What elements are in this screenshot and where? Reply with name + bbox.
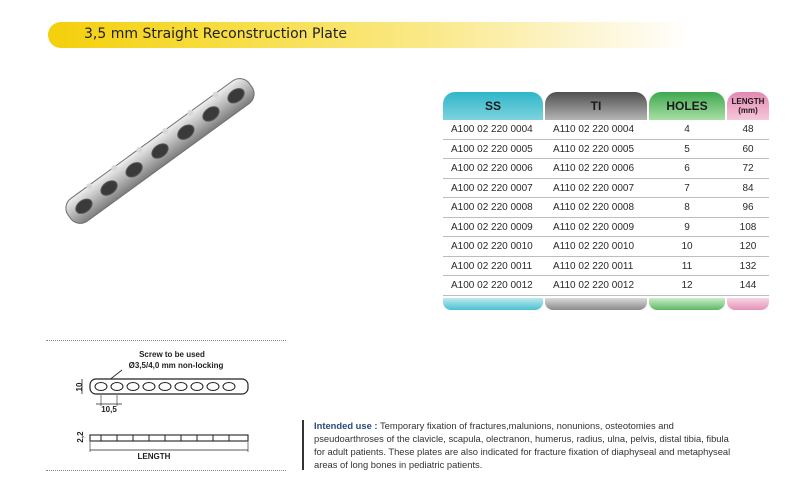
cell-holes: 6 [684,163,690,174]
intended-use [314,419,734,471]
cell-ti: A110 02 220 0011 [553,260,634,272]
cell-ti: A110 02 220 0006 [553,163,635,174]
footer-holes [649,298,725,310]
table-row [443,257,769,277]
dim-length: LENGTH [137,452,171,461]
dim-width: 10 [75,382,84,392]
cell-ss: A100 02 220 0010 [451,241,533,252]
cell-holes: 11 [681,260,693,272]
cell-length: 96 [742,202,754,213]
table-body [443,120,769,296]
cell-ti: A110 02 220 0010 [553,241,635,252]
header-length-unit: (mm) [738,106,758,115]
cell-ss: A100 02 220 0005 [451,143,533,155]
screw-label-line2: Ø3,5/4,0 mm non-locking [128,361,224,370]
cell-ss: A100 02 220 0004 [451,124,533,135]
drawing-bottom-border [46,470,286,471]
cell-length: 120 [739,241,757,252]
dim-pitch: 10,5 [101,405,117,414]
cell-holes: 5 [684,143,690,155]
header-length [727,92,769,120]
dim-thickness: 2,2 [76,431,85,443]
page-title: 3,5 mm Straight Reconstruction Plate [84,26,347,42]
footer-length [727,298,769,310]
table-row [443,159,769,179]
intended-use-label: Intended use : [314,420,378,431]
table-row [443,218,769,238]
cell-holes: 8 [684,202,690,213]
plate-side-view [90,435,248,441]
technical-drawing [46,340,286,470]
table-row [443,276,769,296]
cell-holes: 10 [681,241,693,252]
cell-ss: A100 02 220 0012 [451,280,533,291]
cell-ti: A110 02 220 0007 [553,182,635,194]
footer-ti [545,298,647,310]
cell-ss: A100 02 220 0011 [451,260,533,272]
cell-length: 132 [739,260,757,272]
header-ti: TI [545,92,647,120]
cell-ti: A110 02 220 0008 [553,202,635,213]
cell-ti: A110 02 220 0005 [553,143,635,155]
cell-length: 72 [742,163,754,174]
screw-label-line1: Screw to be used [139,350,205,359]
cell-length: 60 [742,143,754,155]
cell-length: 108 [739,221,757,233]
cell-ss: A100 02 220 0009 [451,221,533,233]
cell-ss: A100 02 220 0008 [451,202,533,213]
cell-ss: A100 02 220 0007 [451,182,533,194]
header-ss: SS [443,92,543,120]
plate-image [40,66,280,236]
table-header [443,92,769,120]
header-holes: HOLES [649,92,725,120]
cell-ti: A110 02 220 0012 [553,280,635,291]
intended-use-text: Temporary fixation of fractures,malunions, nonunions, osteotomies and pseudoarthroses of the clavicle, scapula, olectranon, humerus, radius, ulna, pelvis, distal tibia, fibula for adult patients. These plates are also indicated for fracture fixation of diaphyseal and metaphyseal areas of long bones in pediatric patients. [314,420,731,470]
table-row [443,179,769,199]
spec-table [443,92,769,310]
footer-ss [443,298,543,310]
table-row [443,140,769,160]
cell-holes: 4 [684,124,690,135]
cell-ss: A100 02 220 0006 [451,163,533,174]
cell-holes: 7 [684,182,690,194]
header-length-label: LENGTH [731,97,765,106]
cell-holes: 12 [681,280,693,291]
cell-ti: A110 02 220 0009 [553,221,635,233]
cell-holes: 9 [684,221,690,233]
intended-use-bar [302,420,304,470]
table-row [443,198,769,218]
cell-length: 144 [739,280,757,291]
table-row [443,120,769,140]
table-footer [443,298,769,310]
table-row [443,237,769,257]
cell-length: 84 [742,182,754,194]
plate-top-view [90,379,248,394]
cell-ti: A110 02 220 0004 [553,124,635,135]
cell-length: 48 [742,124,754,135]
